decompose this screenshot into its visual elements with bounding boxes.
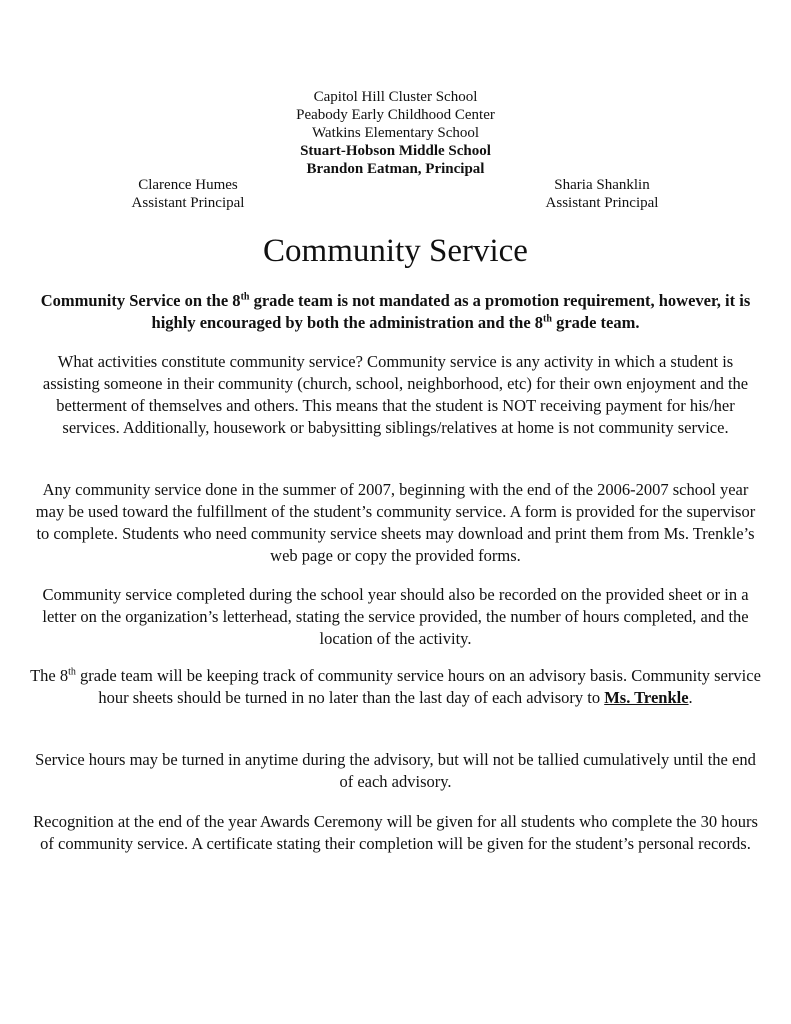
school-name-2: Peabody Early Childhood Center [296,107,495,123]
ordinal-suffix: th [68,666,76,678]
paragraph-text: grade team will be keeping track of community service hours on an advisory basis. Community service hour sheets should be turned in no later than the last day of each advisory to [75,666,761,707]
lead-text: grade team. [551,313,640,332]
school-header [0,88,791,178]
paragraph-summer: Any community service done in the summer of 2007, beginning with the end of the 2006-2007 school year may be used toward the fulfillment of the student’s community service. A form is provided for the supervisor to complete. Students who need community service sheets may download and print them from Ms. Trenkle’s web page or copy the provided forms. [35,480,756,565]
school-name-4: Stuart-Hobson Middle School [300,143,491,159]
paragraph-tracking [30,665,761,709]
paragraph-school-year: Community service completed during the school year should also be recorded on the provided sheet or in a letter on the organization’s letterhead, stating the service provided, the number of hours completed, and the location of the activity. [42,585,749,648]
paragraph-definition: What activities constitute community service? Community service is any activity in which a student is assisting someone in their community (church, school, neighborhood, etc) for their own enjoyment and the betterment of themselves and others. This means that the student is NOT receiving payment for his/her services. Additionally, housework or babysitting siblings/relatives at home is not community service. [42,352,749,437]
paragraph-recognition: Recognition at the end of the year Awards Ceremony will be given for all students who complete the 30 hours of community service. A certificate stating their completion will be given for the student’s personal records. [33,812,758,853]
assistant-name: Sharia Shanklin [554,177,650,193]
lead-text: grade team is not mandated as a promotion requirement, however, it is highly encouraged by both the administration and the 8 [151,291,751,332]
paragraph-text: . [688,688,693,707]
assistant-role: Assistant Principal [131,195,245,211]
lead-text: Community Service on the 8 [40,291,241,310]
paragraph-text: The 8 [30,666,69,685]
assistant-role: Assistant Principal [545,195,659,211]
paragraph-turn-in: Service hours may be turned in anytime during the advisory, but will not be tallied cumulatively until the end of each advisory. [35,750,756,791]
assistant-name: Clarence Humes [138,177,238,193]
assistant-principal-right [492,176,712,212]
school-name-3: Watkins Elementary School [311,125,480,141]
ordinal-suffix: th [240,291,250,303]
ordinal-suffix: th [543,313,552,325]
page-title: Community Service [263,233,528,269]
lead-statement [40,290,751,334]
school-name-1: Capitol Hill Cluster School [313,89,478,105]
teacher-name: Ms. Trenkle [604,688,689,707]
principal-name: Brandon Eatman, Principal [306,161,485,177]
assistant-principal-left [78,176,298,212]
